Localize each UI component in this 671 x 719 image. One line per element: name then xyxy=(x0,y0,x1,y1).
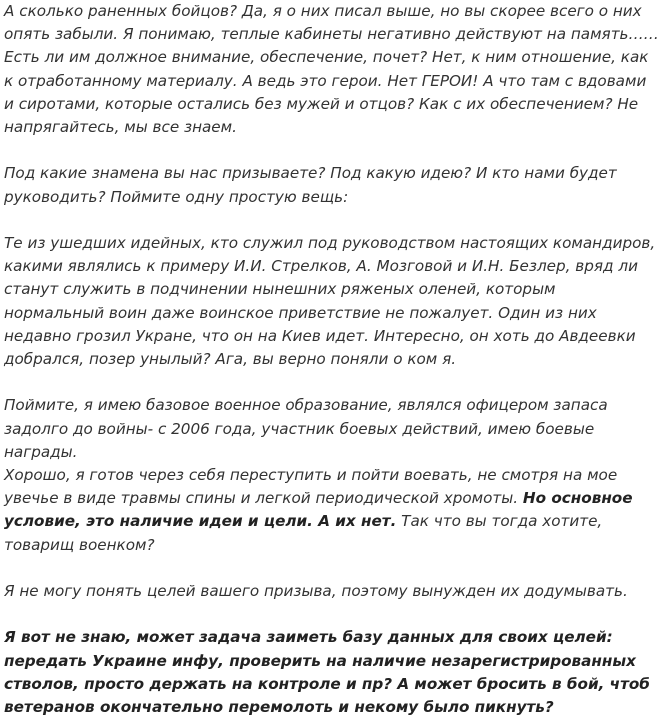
text-line: добрался, позер унылый? Ага, вы верно поняли о ком я. xyxy=(4,350,457,369)
text-line: какими являлись к примеру И.И. Стрелков, А. Мозговой и И.Н. Безлер, вряд ли xyxy=(4,257,638,276)
text-line: Я вот не знаю, может задача заиметь базу данных для своих целей: xyxy=(4,628,613,647)
text-line: станут служить в подчинении нынешних ряженых оленей, которым xyxy=(4,280,556,299)
article-body xyxy=(4,0,666,719)
text-line: товарищ военком? xyxy=(4,535,155,554)
text-line: руководить? Поймите одну простую вещь: xyxy=(4,187,349,206)
paragraph-education xyxy=(4,394,666,464)
text-line: к отработанному материалу. А ведь это герои. Нет ГЕРОИ! А что там с вдовами xyxy=(4,71,647,90)
text-line: стволов, просто держать на контроле и пр? А может бросить в бой, чтоб xyxy=(4,674,650,693)
text-line xyxy=(4,487,666,510)
text-line: нормальный воин даже воинское приветствие не пожалует. Один из них xyxy=(4,303,597,322)
paragraph-commanders xyxy=(4,232,666,371)
text-line xyxy=(4,510,666,533)
paragraph-wounded-soldiers xyxy=(4,0,666,139)
paragraph-database-bold xyxy=(4,626,666,719)
text-line: Под какие знамена вы нас призываете? Под какую идею? И кто нами будет xyxy=(4,164,617,183)
bold-text: Но основное xyxy=(522,489,633,508)
paragraph-banners xyxy=(4,162,666,208)
text-line: Хорошо, я готов через себя переступить и пойти воевать, не смотря на мое xyxy=(4,466,618,485)
text-line: А сколько раненных бойцов? Да, я о них писал выше, но вы скорее всего о них xyxy=(4,2,642,20)
text-line: напрягайтесь, мы все знаем. xyxy=(4,118,237,137)
text-line: и сиротами, которые остались без мужей и отцов? Как с их обеспечением? Не xyxy=(4,94,639,113)
text-line: передать Украине инфу, проверить на наличие незарегистрированных xyxy=(4,651,636,670)
plain-text: Так что вы тогда хотите, xyxy=(396,512,603,531)
text-line: Те из ушедших идейных, кто служил под руководством настоящих командиров, xyxy=(4,234,656,252)
text-line: ветеранов окончательно перемолоть и некому было пикнуть? xyxy=(4,698,554,717)
text-line: задолго до войны- с 2006 года, участник боевых действий, имею боевые xyxy=(4,419,595,438)
paragraph-condition xyxy=(4,464,666,557)
paragraph-goals xyxy=(4,580,666,603)
plain-text: увечье в виде травмы спины и легкой периодической хромоты. xyxy=(4,489,523,508)
text-line: Я не могу понять целей вашего призыва, поэтому вынужден их додумывать. xyxy=(4,582,628,601)
text-line: Есть ли им должное внимание, обеспечение, почет? Нет, к ним отношение, как xyxy=(4,48,649,67)
bold-text: условие, это наличие идеи и цели. А их нет. xyxy=(4,512,397,531)
text-line: награды. xyxy=(4,442,78,461)
text-line: Поймите, я имею базовое военное образование, являлся офицером запаса xyxy=(4,396,608,415)
text-line: недавно грозил Укране, что он на Киев идет. Интересно, он хоть до Авдеевки xyxy=(4,326,636,345)
text-line: опять забыли. Я понимаю, теплые кабинеты негативно действуют на память…… xyxy=(4,25,659,44)
